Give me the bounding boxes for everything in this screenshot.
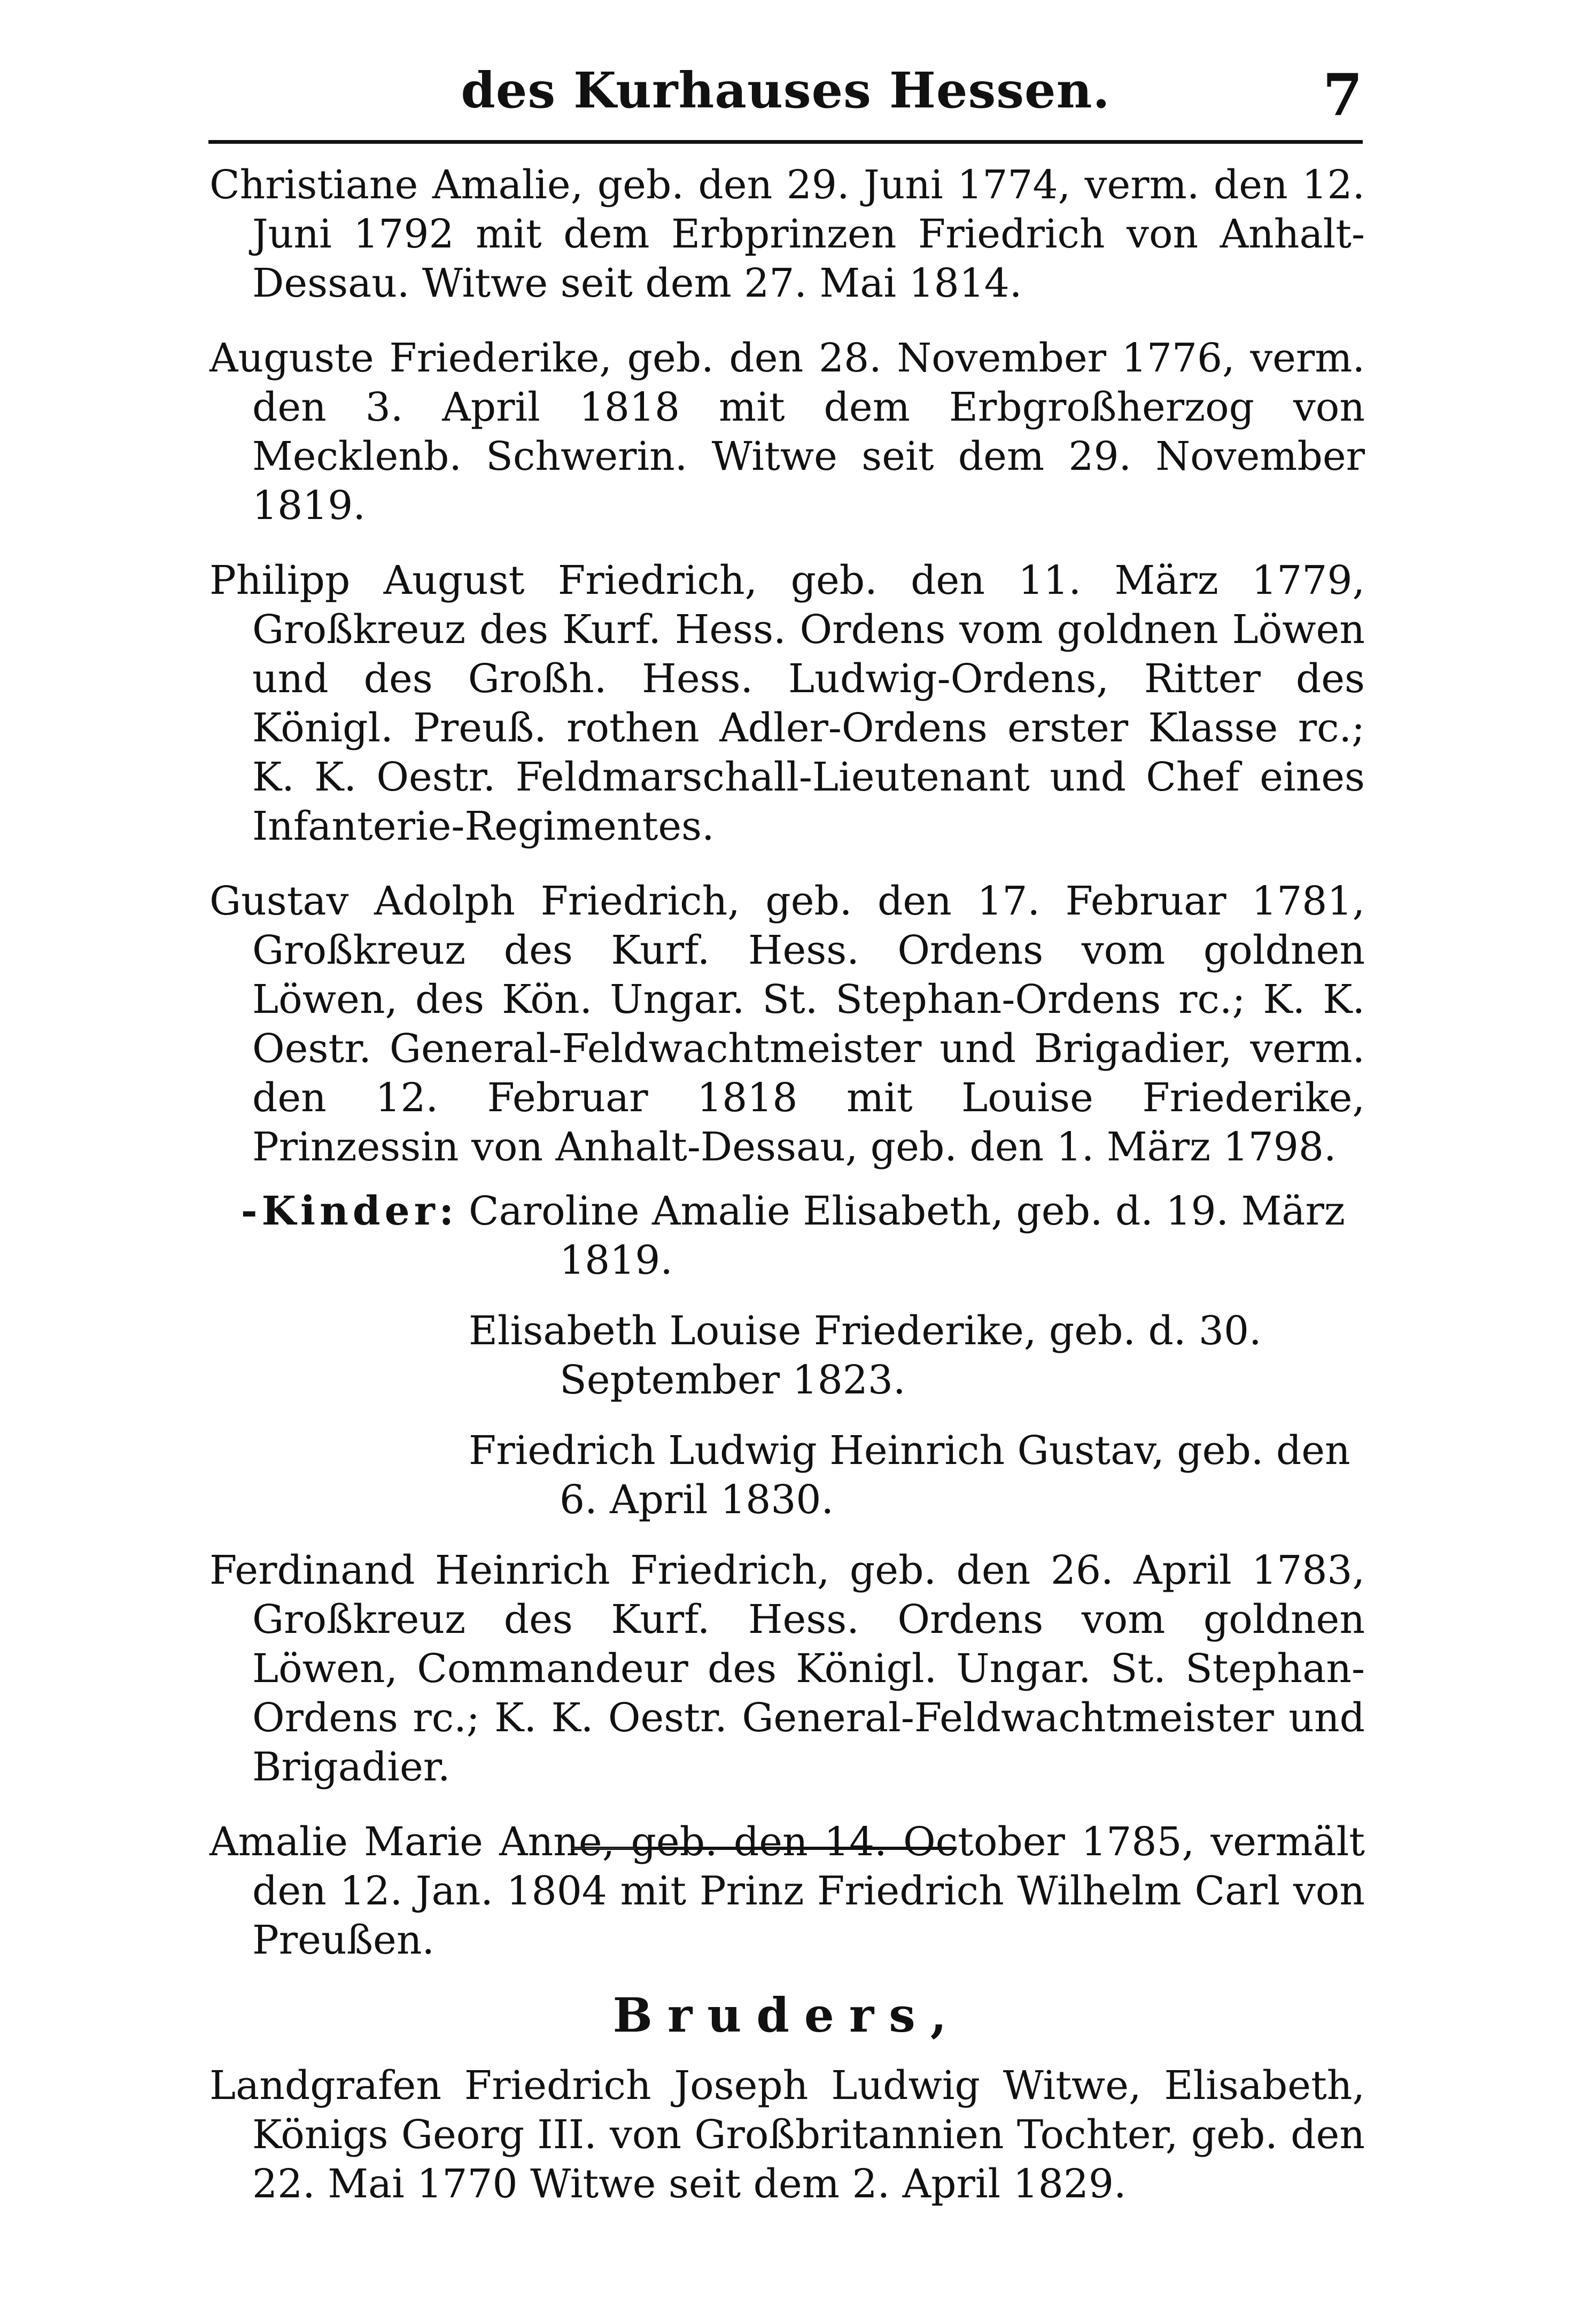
children-label: -Kinder: xyxy=(240,1188,458,1234)
section-heading: Bruders, xyxy=(612,1987,962,2043)
entry-gustav-adolph-friedrich: Gustav Adolph Friedrich, geb. den 17. Februar 1781, Großkreuz des Kurf. Hess. Ordens vom goldnen Löwen, des Kön. Ungar. St. Stephan-Ordens rc.; K. K. Oestr. General-Feldwachtmeister und Brigadier, verm. den 12. Februar 1818 mit Louise Friederike, Prinzessin von Anhalt-Dessau, geb. den 1. März 1798. xyxy=(209,878,1365,1170)
entry-auguste-friederike: Auguste Friederike, geb. den 28. November 1776, verm. den 3. April 1818 mit dem Erbgroßherzog von Mecklenb. Schwerin. Witwe seit dem 29. November 1819. xyxy=(209,335,1365,529)
page-header xyxy=(208,56,1363,147)
entry-amalie-marie-anne: Amalie Marie Anne, geb. den 14. October 1785, vermält den 12. Jan. 1804 mit Prinz Friedrich Wilhelm Carl von Preußen. xyxy=(209,1819,1365,1963)
child-row xyxy=(209,1426,1365,1524)
running-title: des Kurhauses Hessen. xyxy=(461,61,1111,119)
entry-christiane-amalie: Christiane Amalie, geb. den 29. Juni 1774, verm. den 12. Juni 1792 mit dem Erbprinzen Friedrich von Anhalt-Dessau. Witwe seit dem 27. Mai 1814. xyxy=(209,162,1365,306)
page-body xyxy=(209,160,1365,2234)
child-row xyxy=(209,1306,1365,1405)
entry-ferdinand-heinrich-friedrich: Ferdinand Heinrich Friedrich, geb. den 26. April 1783, Großkreuz des Kurf. Hess. Ordens vom goldnen Löwen, Commandeur des Königl. Ungar. St. Stephan-Ordens rc.; K. K. Oestr. General-Feldwachtmeister und Brigadier. xyxy=(209,1547,1365,1790)
children-list xyxy=(209,1187,1365,1524)
child-item: Friedrich Ludwig Heinrich Gustav, geb. den 6. April 1830. xyxy=(469,1428,1350,1523)
child-row xyxy=(209,1187,1365,1285)
child-item: Caroline Amalie Elisabeth, geb. d. 19. März 1819. xyxy=(469,1188,1345,1283)
footer-rule-thin xyxy=(572,1848,636,1849)
header-rule xyxy=(208,140,1363,144)
entry-landgrafen-friedrich-joseph-ludwig-witwe: Landgrafen Friedrich Joseph Ludwig Witwe, Elisabeth, Königs Georg III. von Großbritannien Tochter, geb. den 22. Mai 1770 Witwe seit dem 2. April 1829. xyxy=(209,2063,1365,2207)
entry-philipp-august-friedrich: Philipp August Friedrich, geb. den 11. März 1779, Großkreuz des Kurf. Hess. Ordens vom goldnen Löwen und des Großh. Hess. Ludwig-Ordens, Ritter des Königl. Preuß. rothen Adler-Ordens erster Klasse rc.; K. K. Oestr. Feldmarschall-Lieutenant und Chef eines Infanterie-Regimentes. xyxy=(209,557,1365,849)
page-number: 7 xyxy=(1322,61,1363,129)
child-item: Elisabeth Louise Friederike, geb. d. 30. September 1823. xyxy=(469,1308,1262,1403)
